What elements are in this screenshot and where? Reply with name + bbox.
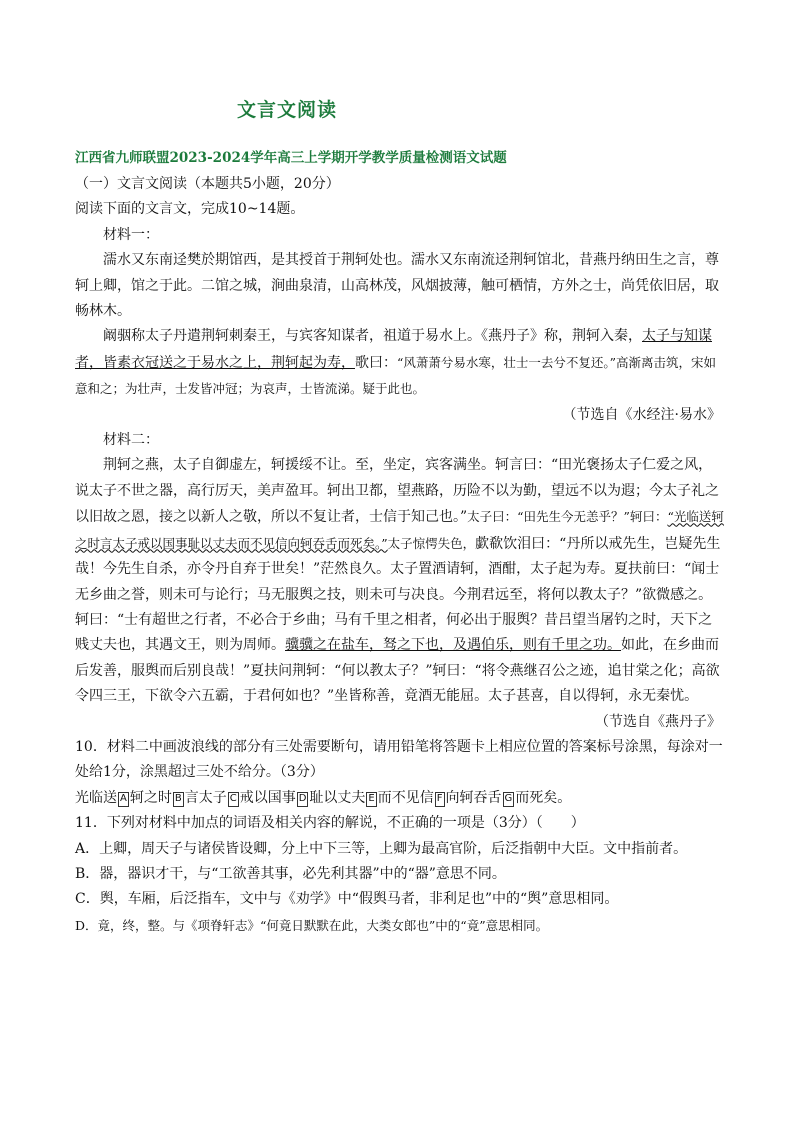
material1-paragraph-2: [75, 324, 725, 402]
material1-p2-song: “风萧萧兮易水寒，壮士一去兮不复还。”高渐离击筑，宋如意和之；为壮声，士发皆冲冠；为哀声，士皆流涕。疑于此也。: [75, 354, 717, 397]
material2-citation: （节选自《燕丹子》: [595, 713, 721, 730]
exam-source: 江西省九师联盟2023-2024学年高三上学期开学教学质量检测语文试题: [75, 150, 507, 166]
segment: 戒以国事: [239, 789, 296, 806]
question-11-option-b: B．器，器识才干，与“工欲善其事，必先利其器”中的“器”意思不同。: [75, 865, 506, 882]
segment: 言太子: [184, 789, 227, 806]
answer-mark-box[interactable]: C: [228, 792, 239, 807]
answer-mark-box[interactable]: B: [173, 792, 184, 807]
material2-text-e: 如此，在乡曲而后发善，服舆而后别良哉！”夏扶问荆轲：“何以教太子？”轲曰：“将令燕继召公之迹，追甘棠之化；高欲令四三王，下欲令六五霸，于君何如也？”坐皆称善，竟酒无能屈。太子甚喜，自以得轲，永无秦忧。: [75, 637, 720, 705]
material2-text-a: 荆轲之燕，太子自御虚左，轲援绥不让。至，坐定，宾客满坐。轲言曰：“田光褒扬太子仁爱之风，说太子不世之器，高行厉天，美声盈耳。轲出卫都，望燕路，历险不以为勤，望远不以为遐；今太子礼之以旧故之恩，接之以新人之敬，所以不复让者，士信于知己也。”: [75, 457, 719, 526]
question-11-option-c: C．舆，车厢，后泛指车，文中与《劝学》中“假舆马者，非利足也”中的“舆”意思相同。: [75, 891, 619, 908]
segment: 向轲吞舌: [445, 789, 502, 806]
question-11-option-a: A．上卿，周天子与诸侯皆设卿，分上中下三等，上卿为最高官阶，后泛指朝中大臣。文中指前者。: [75, 840, 688, 857]
page-title: 文言文阅读: [236, 99, 337, 121]
material2-text-d: 歔欷饮泪曰：“丹所以戒先生，岂疑先生哉！今先生自杀，亦令丹自弃于世矣！”茫然良久。太子置酒请轲，酒酣，太子起为寿。夏扶前曰：“闻士无乡曲之誉，则未可与论行；马无服舆之技，则未可与决良。今荆君远至，将何以教太子？”欲微感之。轲曰：“士有超世之行者，不必合于乡曲；马有千里之相者，何必出于服舆？昔吕望当屠钓之时，天下之贱丈夫也，其遇文王，则为周师。: [75, 535, 721, 654]
question-10-options: [75, 786, 725, 811]
material2-label: 材料二：: [103, 432, 159, 449]
answer-mark-box[interactable]: D: [297, 792, 309, 807]
material2-paragraph: [75, 453, 725, 709]
material1-label: 材料一：: [103, 226, 159, 243]
underlined-sentence: 太子与知谋者，皆素衣冠送之于易水之上，荆轲起为寿，: [75, 328, 712, 371]
question-11-option-d: D．竟，终，整。与《项脊轩志》“何竟日默默在此，大类女郎也”中的“竟”意思相同。: [75, 917, 549, 933]
material1-citation: （节选自《水经注·易水》: [562, 406, 721, 423]
question-11-stem: 11．下列对材料中加点的词语及相关内容的解说，不正确的一项是（3分）（ ）: [75, 815, 585, 832]
section-heading: （一）文言文阅读（本题共5小题，20分）: [75, 176, 340, 192]
answer-mark-box[interactable]: G: [503, 792, 515, 807]
segment: 轲之时: [129, 789, 172, 806]
material1-paragraph-1: 濡水又东南迳樊於期馆西，是其授首于荆轲处也。濡水又东南流迳荆轲馆北，昔燕丹纳田生之言，尊轲上卿，馆之于此。二馆之城，涧曲泉清，山高林茂，风烟披薄，触可栖情，方外之士，尚凭依旧居，取畅林木。: [75, 252, 719, 320]
answer-mark-box[interactable]: F: [435, 792, 445, 807]
segment: 而不见信: [377, 789, 434, 806]
segment: 而死矣。: [515, 789, 572, 806]
answer-mark-box[interactable]: E: [366, 792, 376, 807]
question-10-stem: 10．材料二中画波浪线的部分有三处需要断句，请用铅笔将答题卡上相应位置的答案标号涂黑，每涂对一处给1分，涂黑超过三处不给分。（3分）: [75, 738, 723, 781]
wavy-underlined-sentence: “光临送轲之时言太子戒以国事耻以丈夫而不见信向轲吞舌而死矣。”: [75, 509, 724, 551]
section-instruction: 阅读下面的文言文，完成10~14题。: [75, 201, 305, 218]
material2-text-b: 太子曰：“田先生今无恙乎？”轲曰：: [467, 509, 668, 525]
document-body: [75, 172, 725, 938]
underlined-sentence-2: 骥骥之在盐车，驽之下也，及遇伯乐，则有千里之功。: [285, 637, 621, 654]
answer-mark-box[interactable]: A: [118, 792, 129, 807]
material1-p2-text-b: 歌曰：: [355, 354, 397, 371]
segment: 耻以丈夫: [309, 789, 366, 806]
material2-text-c: 太子惊愕失色，: [387, 535, 476, 551]
material1-p2-text-a: 阚骃称太子丹遣荆轲刺秦王，与宾客知谋者，祖道于易水上。《燕丹子》称，荆轲入秦，: [103, 328, 642, 345]
segment: 光临送: [75, 789, 117, 806]
